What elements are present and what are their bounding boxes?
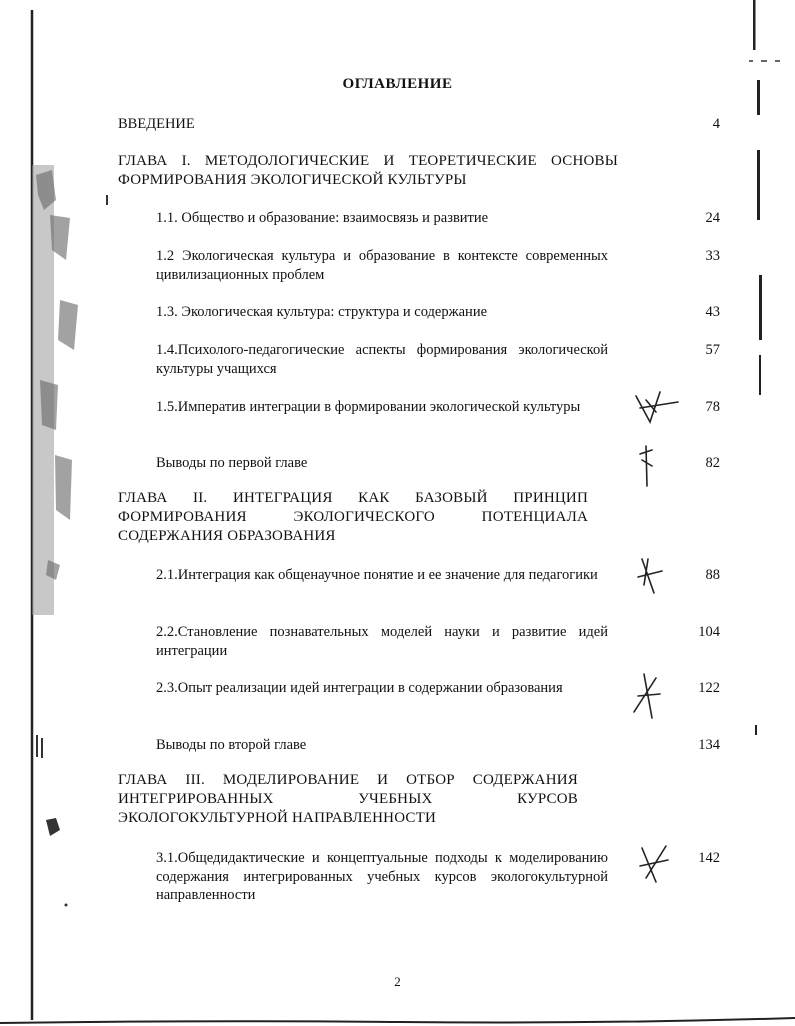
toc-entry-page: 57: [705, 342, 720, 358]
toc-entry-page: 122: [698, 680, 720, 696]
scan-artifact-bottom: [0, 1012, 795, 1026]
toc-chapter-3: [118, 771, 578, 829]
toc-entry-label: 1.3. Экологическая культура: структура и содержание: [156, 304, 488, 320]
toc-entry-label: 1.5.Императив интеграции в формировании экологической культуры: [156, 399, 581, 415]
toc-entry-1-2: [156, 247, 720, 287]
toc-chapter-2: [118, 489, 588, 547]
handwritten-mark-icon: [630, 672, 664, 722]
toc-entry-label: 2.1.Интеграция как общенаучное понятие и ее значение для педагогики: [156, 567, 598, 583]
scan-artifact-right: [735, 0, 795, 1026]
scan-artifact-left: [0, 0, 110, 1026]
toc-entry-label: ВВЕДЕНИЕ: [118, 116, 195, 132]
toc-entry-page: 78: [705, 399, 720, 415]
toc-entry-page: 104: [698, 624, 720, 640]
toc-entry-page: 24: [705, 210, 720, 226]
toc-entry-page: 43: [705, 304, 720, 320]
toc-entry-page: 33: [705, 248, 720, 264]
toc-entry-label: 1.4.Психолого-педагогические аспекты формирования экологической культуры учащихся: [156, 342, 608, 377]
toc-entry-label: 1.2 Экологическая культура и образование в контексте современных цивилизационных проблем: [156, 248, 608, 283]
page-title: ОГЛАВЛЕНИЕ: [342, 76, 453, 92]
toc-entry-label: 3.1.Общедидактические и концептуальные подходы к моделированию содержания интегрированных учебных курсов экологокультурной направленности: [156, 850, 608, 903]
toc-entry-page: 82: [705, 455, 720, 471]
toc-entry-page: 88: [705, 567, 720, 583]
toc-chapter-label: ГЛАВА II. ИНТЕГРАЦИЯ КАК БАЗОВЫЙ ПРИНЦИП ФОРМИРОВАНИЯ ЭКОЛОГИЧЕСКОГО ПОТЕНЦИАЛА СОДЕРЖАНИЯ ОБРАЗОВАНИЯ: [118, 490, 588, 544]
toc-entry-1-1: [156, 209, 720, 229]
toc-entry-label: Выводы по второй главе: [156, 737, 307, 753]
handwritten-mark-icon: [636, 444, 658, 488]
toc-entry-page: 134: [698, 737, 720, 753]
toc-entry-label: 2.3.Опыт реализации идей интеграции в содержании образования: [156, 680, 563, 696]
toc-entry-page: 4: [712, 116, 720, 132]
handwritten-mark-icon: [632, 388, 684, 430]
toc-chapter-label: ГЛАВА III. МОДЕЛИРОВАНИЕ И ОТБОР СОДЕРЖАНИЯ ИНТЕГРИРОВАННЫХ УЧЕБНЫХ КУРСОВ ЭКОЛОГОКУЛЬТУРНОЙ НАПРАВЛЕННОСТИ: [118, 772, 578, 826]
handwritten-mark-icon: [636, 842, 672, 886]
toc-entry-intro: [118, 115, 720, 135]
toc-entry-1-4: [156, 341, 720, 381]
toc-entry-conclusions-2: [156, 736, 720, 756]
handwritten-mark-icon: [634, 555, 666, 597]
toc-entry-label: Выводы по первой главе: [156, 455, 308, 471]
toc-chapter-1: [118, 152, 618, 192]
toc-entry-2-2: [156, 623, 720, 663]
toc-entry-page: 142: [698, 850, 720, 866]
toc-entry-1-3: [156, 303, 720, 323]
page-number: 2: [394, 974, 401, 989]
toc-entry-label: 1.1. Общество и образование: взаимосвязь и развитие: [156, 210, 489, 226]
toc-entry-label: 2.2.Становление познавательных моделей науки и развитие идей интеграции: [156, 624, 608, 659]
toc-chapter-label: ГЛАВА I. МЕТОДОЛОГИЧЕСКИЕ И ТЕОРЕТИЧЕСКИЕ ОСНОВЫ ФОРМИРОВАНИЯ ЭКОЛОГИЧЕСКОЙ КУЛЬТУРЫ: [118, 153, 618, 188]
